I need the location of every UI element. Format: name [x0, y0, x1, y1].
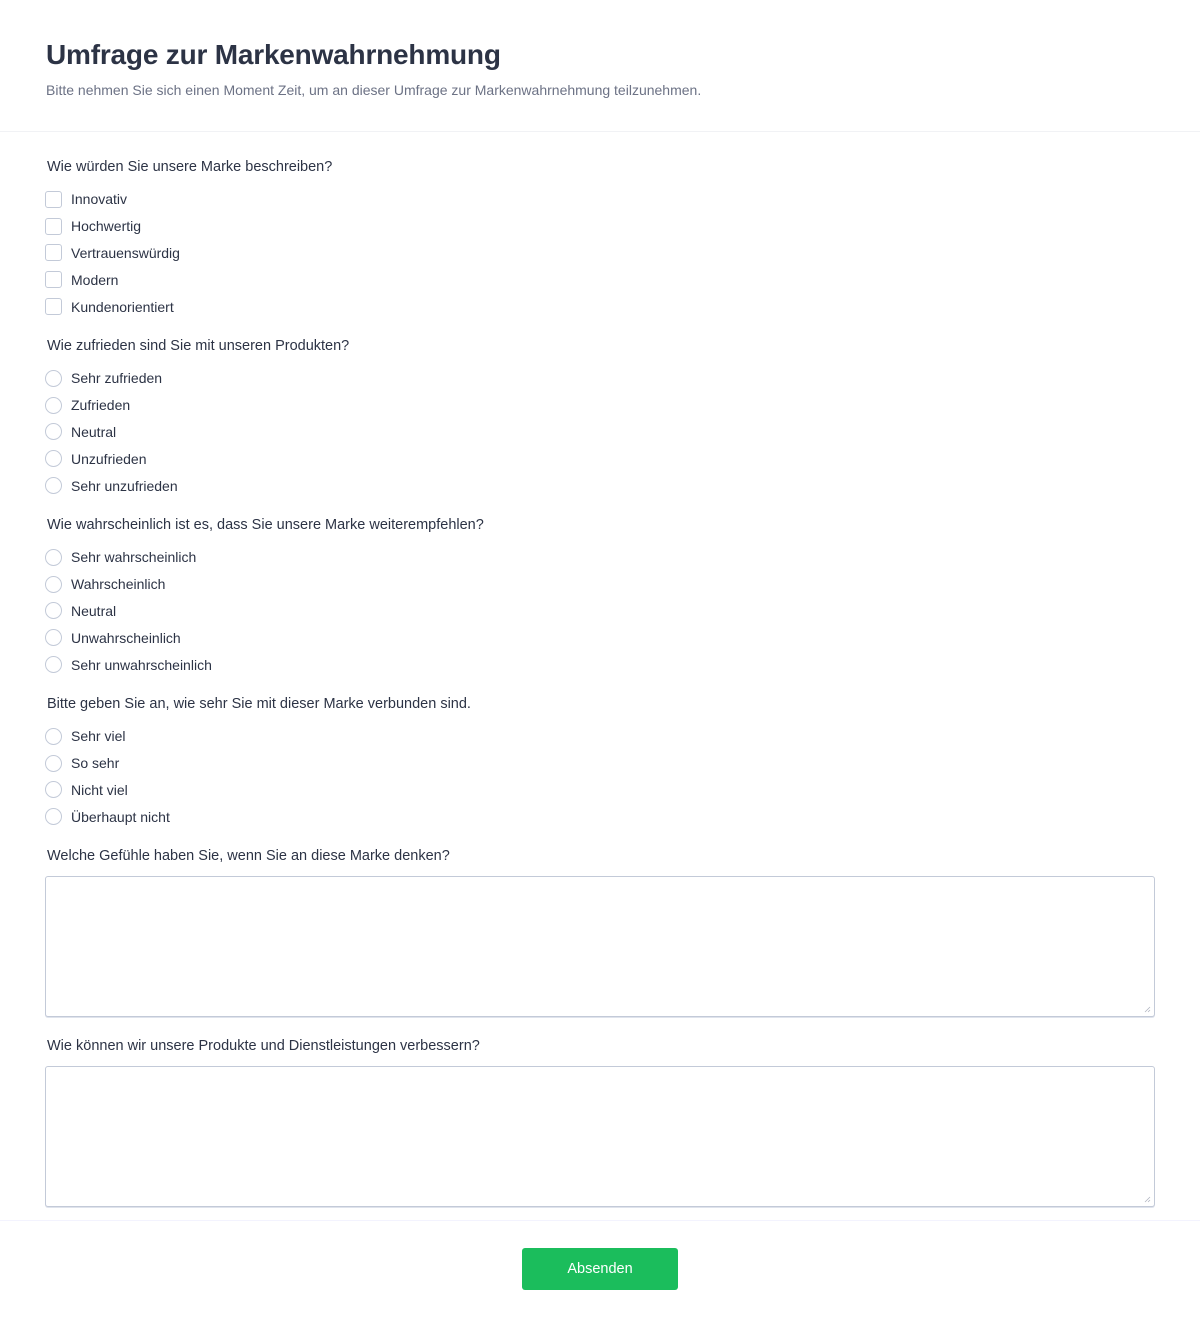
feelings-textarea-container	[45, 876, 1155, 1017]
form-header	[0, 0, 1200, 132]
option-label: Sehr viel	[71, 728, 126, 745]
option-label: Sehr wahrscheinlich	[71, 549, 197, 566]
question-label: Welche Gefühle haben Sie, wenn Sie an diese Marke denken?	[47, 848, 450, 865]
option-neutral[interactable]	[45, 598, 1155, 625]
question-brand-feelings	[45, 847, 1155, 1017]
radio-button[interactable]	[45, 423, 62, 440]
question-label: Bitte geben Sie an, wie sehr Sie mit dieser Marke verbunden sind.	[47, 695, 471, 712]
checkbox[interactable]	[45, 244, 62, 261]
resize-handle-icon[interactable]	[1144, 1196, 1151, 1203]
option-label: Unwahrscheinlich	[71, 629, 181, 646]
question-improvements	[45, 1037, 1155, 1207]
page-title: Umfrage zur Markenwahrnehmung	[46, 39, 501, 70]
option-label: Sehr unwahrscheinlich	[71, 656, 212, 673]
radio-button[interactable]	[45, 450, 62, 467]
option-label: Wahrscheinlich	[71, 576, 166, 593]
page-subtitle: Bitte nehmen Sie sich einen Moment Zeit, um an dieser Umfrage zur Markenwahrnehmung teilzunehmen.	[46, 82, 702, 98]
option-label: So sehr	[71, 755, 120, 772]
checkbox[interactable]	[45, 218, 62, 235]
question-brand-connection	[45, 695, 1155, 830]
option-vertrauenswuerdig[interactable]	[45, 240, 1155, 267]
checkbox[interactable]	[45, 271, 62, 288]
option-kundenorientiert[interactable]	[45, 293, 1155, 320]
radio-button[interactable]	[45, 728, 62, 745]
option-so-sehr[interactable]	[45, 750, 1155, 777]
submit-button[interactable]: Absenden	[522, 1248, 678, 1290]
resize-handle-icon[interactable]	[1144, 1006, 1151, 1013]
form-footer	[0, 1220, 1200, 1323]
option-label: Unzufrieden	[71, 450, 147, 467]
question-label: Wie können wir unsere Produkte und Dienstleistungen verbessern?	[47, 1038, 480, 1055]
option-label: Kundenorientiert	[71, 298, 174, 315]
option-sehr-unzufrieden[interactable]	[45, 472, 1155, 499]
radio-button[interactable]	[45, 397, 62, 414]
radio-button[interactable]	[45, 370, 62, 387]
option-label: Innovativ	[71, 191, 128, 208]
radio-button[interactable]	[45, 549, 62, 566]
option-sehr-viel[interactable]	[45, 723, 1155, 750]
question-recommendation	[45, 516, 1155, 678]
radio-button[interactable]	[45, 781, 62, 798]
question-product-satisfaction	[45, 337, 1155, 499]
option-label: Sehr unzufrieden	[71, 477, 178, 494]
improvements-textarea[interactable]	[46, 1067, 1154, 1206]
radio-button[interactable]	[45, 576, 62, 593]
option-label: Neutral	[71, 602, 117, 619]
option-innovativ[interactable]	[45, 186, 1155, 213]
question-label: Wie würden Sie unsere Marke beschreiben?	[47, 159, 333, 175]
option-unzufrieden[interactable]	[45, 445, 1155, 472]
option-label: Neutral	[71, 423, 117, 440]
option-zufrieden[interactable]	[45, 392, 1155, 419]
option-label: Nicht viel	[71, 781, 128, 798]
option-label: Vertrauenswürdig	[71, 244, 180, 261]
feelings-textarea[interactable]	[46, 877, 1154, 1016]
option-wahrscheinlich[interactable]	[45, 571, 1155, 598]
option-sehr-unwahrscheinlich[interactable]	[45, 651, 1155, 678]
option-sehr-wahrscheinlich[interactable]	[45, 544, 1155, 571]
improvements-textarea-container	[45, 1066, 1155, 1207]
radio-button[interactable]	[45, 602, 62, 619]
form-body	[0, 132, 1200, 1207]
option-unwahrscheinlich[interactable]	[45, 624, 1155, 651]
option-neutral[interactable]	[45, 419, 1155, 446]
option-ueberhaupt-nicht[interactable]	[45, 803, 1155, 830]
option-modern[interactable]	[45, 266, 1155, 293]
option-label: Zufrieden	[71, 397, 131, 414]
radio-button[interactable]	[45, 755, 62, 772]
radio-button[interactable]	[45, 656, 62, 673]
option-label: Modern	[71, 271, 119, 288]
radio-button[interactable]	[45, 808, 62, 825]
option-sehr-zufrieden[interactable]	[45, 365, 1155, 392]
option-label: Sehr zufrieden	[71, 370, 163, 387]
checkbox[interactable]	[45, 191, 62, 208]
checkbox[interactable]	[45, 298, 62, 315]
option-nicht-viel[interactable]	[45, 777, 1155, 804]
radio-button[interactable]	[45, 629, 62, 646]
option-label: Überhaupt nicht	[71, 808, 170, 825]
question-label: Wie zufrieden sind Sie mit unseren Produkten?	[47, 337, 350, 354]
option-hochwertig[interactable]	[45, 213, 1155, 240]
radio-button[interactable]	[45, 477, 62, 494]
question-label: Wie wahrscheinlich ist es, dass Sie unsere Marke weiterempfehlen?	[47, 516, 484, 533]
option-label: Hochwertig	[71, 218, 142, 235]
question-brand-description	[45, 158, 1155, 320]
